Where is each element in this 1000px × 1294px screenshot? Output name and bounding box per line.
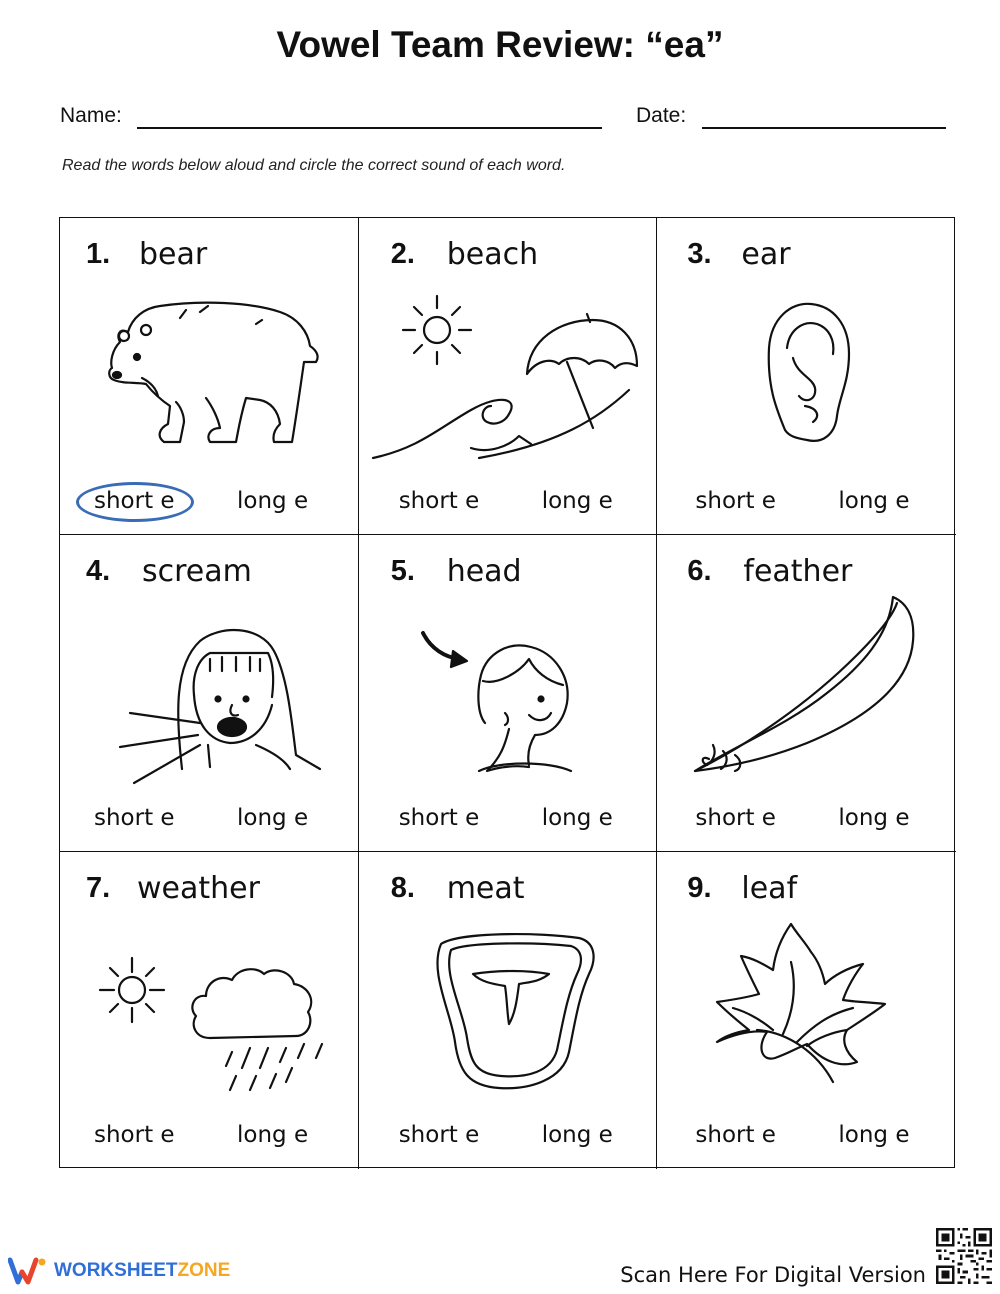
item-card-7 <box>60 852 359 1169</box>
name-line[interactable] <box>137 127 602 129</box>
worksheet-zone-logo[interactable] <box>8 1256 230 1286</box>
item-word: feather <box>743 554 853 589</box>
head-icon <box>359 595 657 785</box>
worksheet-zone-logo-icon <box>8 1256 48 1286</box>
short-e-option[interactable]: short e <box>398 1122 480 1148</box>
ear-icon <box>657 278 955 468</box>
item-card-3 <box>657 218 956 535</box>
item-word: head <box>446 554 522 589</box>
item-number: 7. <box>86 872 111 904</box>
short-e-option[interactable]: short e <box>398 488 480 514</box>
brand-part-2: ZONE <box>177 1260 231 1281</box>
long-e-option[interactable]: long e <box>237 488 309 514</box>
item-card-6 <box>657 535 956 852</box>
item-number: 3. <box>687 238 712 270</box>
item-word: ear <box>741 237 791 272</box>
long-e-option[interactable]: long e <box>838 488 910 514</box>
brand-part-1: WORKSHEET <box>54 1260 178 1281</box>
item-number: 1. <box>86 238 111 270</box>
item-number: 2. <box>390 238 415 270</box>
scream-icon <box>60 595 358 785</box>
item-card-1 <box>60 218 359 535</box>
qr-code-icon[interactable] <box>936 1228 992 1284</box>
instructions: Read the words below aloud and circle the correct sound of each word. <box>62 157 566 174</box>
long-e-option[interactable]: long e <box>838 1122 910 1148</box>
page-title: Vowel Team Review: “ea” <box>276 24 724 65</box>
item-card-5 <box>359 535 658 852</box>
exercise-grid <box>59 217 955 1168</box>
short-e-option[interactable]: short e <box>695 805 776 831</box>
short-e-option[interactable]: short e <box>94 805 175 831</box>
item-word: weather <box>137 871 260 906</box>
long-e-option[interactable]: long e <box>541 488 613 514</box>
item-number: 4. <box>86 555 111 587</box>
item-card-2 <box>359 218 658 535</box>
long-e-option[interactable]: long e <box>237 1122 309 1148</box>
long-e-option[interactable]: long e <box>237 805 309 831</box>
short-e-option[interactable]: short e <box>695 488 776 514</box>
long-e-option[interactable]: long e <box>541 1122 613 1148</box>
meat-icon <box>359 912 657 1102</box>
long-e-option[interactable]: long e <box>838 805 910 831</box>
item-word: bear <box>139 237 208 272</box>
item-word: meat <box>446 871 525 906</box>
item-number: 6. <box>687 555 712 587</box>
scan-text: Scan Here For Digital Version <box>620 1263 926 1287</box>
beach-icon <box>359 278 657 468</box>
short-e-option[interactable]: short e <box>94 1122 175 1148</box>
item-word: scream <box>142 554 252 589</box>
long-e-option[interactable]: long e <box>541 805 613 831</box>
item-number: 5. <box>390 555 415 587</box>
item-word: beach <box>446 237 539 272</box>
item-card-4 <box>60 535 359 852</box>
item-word: leaf <box>741 871 798 906</box>
item-card-8 <box>359 852 658 1169</box>
short-e-option[interactable]: short e <box>695 1122 776 1148</box>
leaf-icon <box>657 912 955 1102</box>
bear-icon <box>60 278 358 468</box>
name-label: Name: <box>60 104 122 127</box>
date-line[interactable] <box>702 127 946 129</box>
short-e-option[interactable]: short e <box>94 488 175 514</box>
short-e-option[interactable]: short e <box>398 805 480 831</box>
item-number: 9. <box>687 872 712 904</box>
item-number: 8. <box>390 872 415 904</box>
date-label: Date: <box>636 104 687 127</box>
feather-icon <box>657 595 955 785</box>
item-card-9 <box>657 852 956 1169</box>
weather-icon <box>60 912 358 1102</box>
